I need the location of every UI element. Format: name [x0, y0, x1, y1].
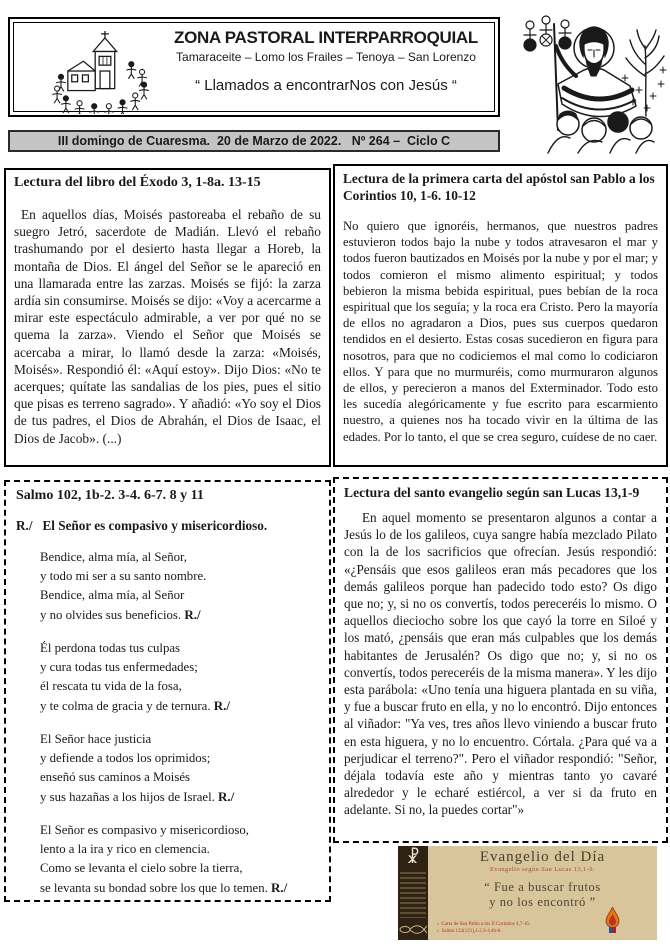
psalm-line: y te colma de gracia y de ternura. R./ — [40, 698, 230, 713]
psalm-line: y defiende a todos los oprimidos; — [40, 751, 211, 765]
psalm-line: y sus hazañas a los hijos de Israel. R./ — [40, 789, 235, 804]
reading-corintios-text: No quiero que ignoréis, hermanos, que nuestros padres estuvieron todos bajo la nube y todos atravesaron el mar y todos fueron bautizados en Moisés por la nube y por el mar; y todos comieron el mismo alimento espiritual; y todos bebieron la misma bebida espiritual, pues bebían de la roca espiritual que los seguía; y la roca era Cristo. Pero la mayoría de ellos no agradaron a Dios, pues sus cuerpos quedaron tendidos en el desierto. Estas cosas sucedieron en figura para nosotros, para que no codiciemos el mal como lo codiciaron ellos. Y para que no murmuréis, como murmuraron algunos de ellos, y perecieron a manos del Exterminador. Todo esto les sucedía alegóricamente y fue escrito para escarmiento nuestro, a quienes nos ha tocado vivir en la última de las edades. Por lo tanto, el que se crea seguro, cuídese de no caer. — [343, 219, 658, 444]
card-subtitle: Evangelio según San Lucas 13,1-9. — [490, 866, 595, 873]
header-box — [8, 17, 500, 117]
reading-corintios-box — [333, 164, 668, 467]
gospel-title: Lectura del santo evangelio según san Lucas 13,1-9 — [344, 485, 640, 500]
psalm-line: y no olvides sus beneficios. R./ — [40, 607, 201, 622]
zone-title: ZONA PASTORAL INTERPARROQUIAL — [174, 28, 478, 47]
psalm-stanza — [40, 548, 319, 625]
ichthys-fish-icon — [399, 923, 427, 936]
psalm-stanza — [40, 821, 319, 898]
psalm-line: se levanta su bondad sobre los que lo temen. R./ — [40, 880, 288, 895]
dateline-banner: III domingo de Cuaresma. 20 de Marzo de 2022. Nº 264 – Ciclo C — [8, 130, 500, 152]
psalm-line: El Señor es compasivo y misericordioso, — [40, 823, 249, 837]
gospel-box — [333, 477, 668, 843]
psalm-stanza — [40, 639, 319, 716]
ref-arrow-icon: ▸ — [437, 928, 440, 934]
psalm-box — [4, 480, 331, 902]
card-ref: ▸ Salmo 122(121),1-2.3-4.4b-8. — [437, 928, 502, 934]
psalm-line: Bendice, alma mía, al Señor, — [40, 550, 187, 564]
psalm-stanza — [40, 730, 319, 807]
card-ref: ▸ Carta de San Pablo a los II Corintios 4,7-16. — [437, 922, 531, 927]
evangelio-del-dia-card — [398, 846, 657, 940]
psalm-line: lento a la ira y rico en clemencia. — [40, 842, 210, 856]
header-text-block — [152, 28, 500, 94]
psalm-line: El Señor hace justicia — [40, 732, 152, 746]
psalm-line: y cura todas tus enfermedades; — [40, 660, 198, 674]
flame-icon — [604, 907, 621, 935]
reading-exodo-text: En aquellos días, Moisés pastoreaba el rebaño de su suegro Jetró, sacerdote de Madián. Llevó el rebaño trashumando por el desierto hasta llegar a Horeb, la montaña de Dios. El ángel del Señor se le apareció en una llamarada entre las zarzas. Moisés se fijó: la zarza ardía sin consumirse. Moisés se dijo: «Voy a acercarme a mirar este espectáculo admirable, a ver por qué no se quema la zarza». Viendo el Señor que Moisés se acercaba a mirar, lo llamó desde la zarza: «Moisés, Moisés». Respondió él: «Aquí estoy». Dijo Dios: «No te acerques; quítate las sandalias de los pies, pues el sitio que pisas es terreno sagrado». Y añadió: «Yo soy el Dios de tus padres, el Dios de Abrahán, el Dios de Isaac, el Dios de Jacob». (...) — [14, 207, 321, 446]
psalm-line: él rescata tu vida de la fosa, — [40, 679, 182, 693]
parishes-subtitle: Tamaraceite – Lomo los Frailes – Tenoya – San Lorenzo — [176, 50, 476, 64]
psalm-stanzas — [40, 548, 319, 898]
jesus-with-people-illustration — [518, 12, 668, 154]
psalm-line: enseñó sus caminos a Moisés — [40, 770, 190, 784]
card-title: Evangelio del Día — [479, 849, 606, 865]
reading-corintios-title: Lectura de la primera carta del apóstol san Pablo a los Corintios 10, 1-6. 10-12 — [343, 171, 655, 203]
psalm-line: Él perdona todas tus culpas — [40, 641, 181, 655]
psalm-title: Salmo 102, 1b-2. 3-4. 6-7. 8 y 11 — [16, 488, 204, 503]
card-left-strip — [398, 846, 428, 940]
reading-exodo-box — [4, 168, 331, 467]
church-community-icon — [52, 30, 154, 114]
psalm-line: Como se levanta el cielo sobre la tierra, — [40, 861, 243, 875]
ref-arrow-icon: ▸ — [437, 922, 440, 927]
parchment-texture — [400, 872, 426, 918]
card-quote-line2: y no los encontró ” — [489, 895, 596, 909]
psalm-response-text: El Señor es compasivo y misericordioso. — [42, 518, 268, 533]
card-main-area — [428, 846, 657, 940]
chi-rho-icon: ☧ — [406, 848, 420, 868]
psalm-line: Bendice, alma mía, al Señor — [40, 588, 185, 602]
card-refs — [437, 922, 530, 935]
gospel-text: En aquel momento se presentaron algunos a contar a Jesús lo de los galileos, cuya sangre había mezclado Pilato con la de los sacrificios que ofrecían. Jesús respondió: «¿Pensáis que esos galileos eran más pecadores que los demás galileos porque han padecido todo esto? Os digo que no; y, si no os convertís, todos pereceréis lo mismo. O aquellos dieciocho sobre los que cayó la torre en Siloé y los mató, ¿pensáis que eran más culpables que los demás habitantes de Jerusalén? Os digo que no; y, si no os convertís, todos pereceréis de la misma manera». Y les dijo esta parábola: «Uno tenía una higuera plantada en su viña, y fue a buscar fruto en ella, y no lo encontró. Dijo entonces al viñador: "Ya ves, tres años llevo viniendo a buscar fruto en esta higuera, y no lo encuentro. Córtala. ¿Para qué va a perjudicar el terreno?". Pero el viñador respondió: "Señor, déjala todavía este año y mientras tanto yo cavaré alrededor y le echaré estiércol, a ver si da fruto en adelante. Si no, la puedes cortar"» — [344, 510, 657, 818]
psalm-response-mark: R./ — [16, 518, 33, 533]
card-quote-line1: “ Fue a buscar frutos — [484, 880, 601, 894]
reading-exodo-title: Lectura del libro del Éxodo 3, 1-8a. 13-15 — [14, 175, 261, 190]
motto: “ Llamados a encontrarNos con Jesús “ — [195, 77, 457, 94]
psalm-line: y todo mi ser a su santo nombre. — [40, 569, 207, 583]
psalm-response — [16, 518, 319, 534]
